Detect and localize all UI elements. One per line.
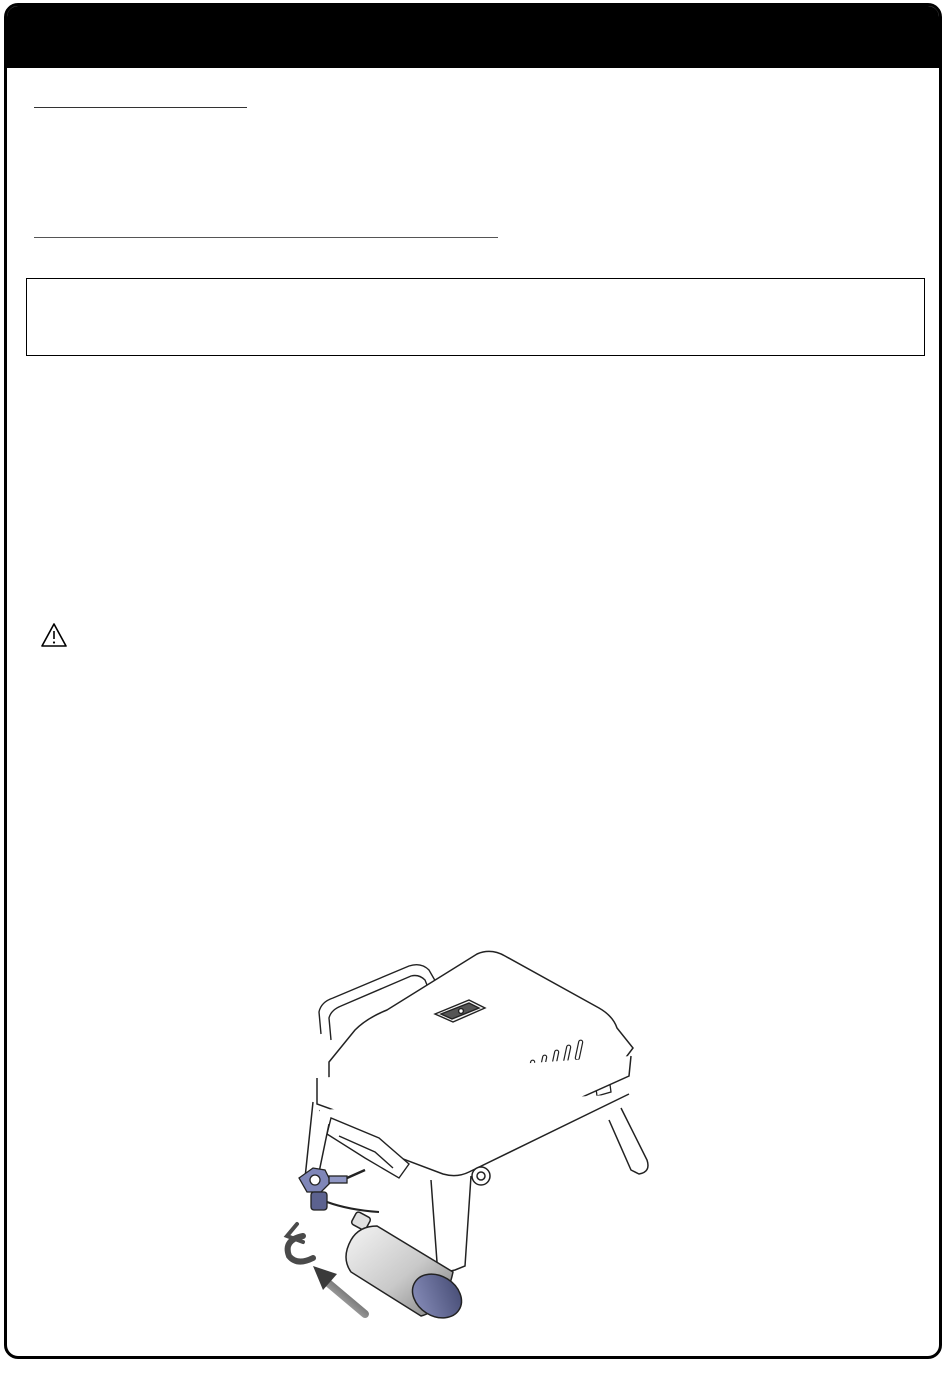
subsection-heading-underline [34, 237, 498, 238]
section-heading-underline [34, 107, 247, 108]
manual-page [4, 3, 942, 1359]
rotate-arrow-icon [287, 1224, 313, 1262]
header-bar [7, 6, 939, 68]
notice-box [26, 278, 925, 356]
regulator-hose [327, 1202, 379, 1212]
grill-propane-connection-figure [269, 944, 669, 1334]
warning-triangle-icon [40, 622, 68, 648]
